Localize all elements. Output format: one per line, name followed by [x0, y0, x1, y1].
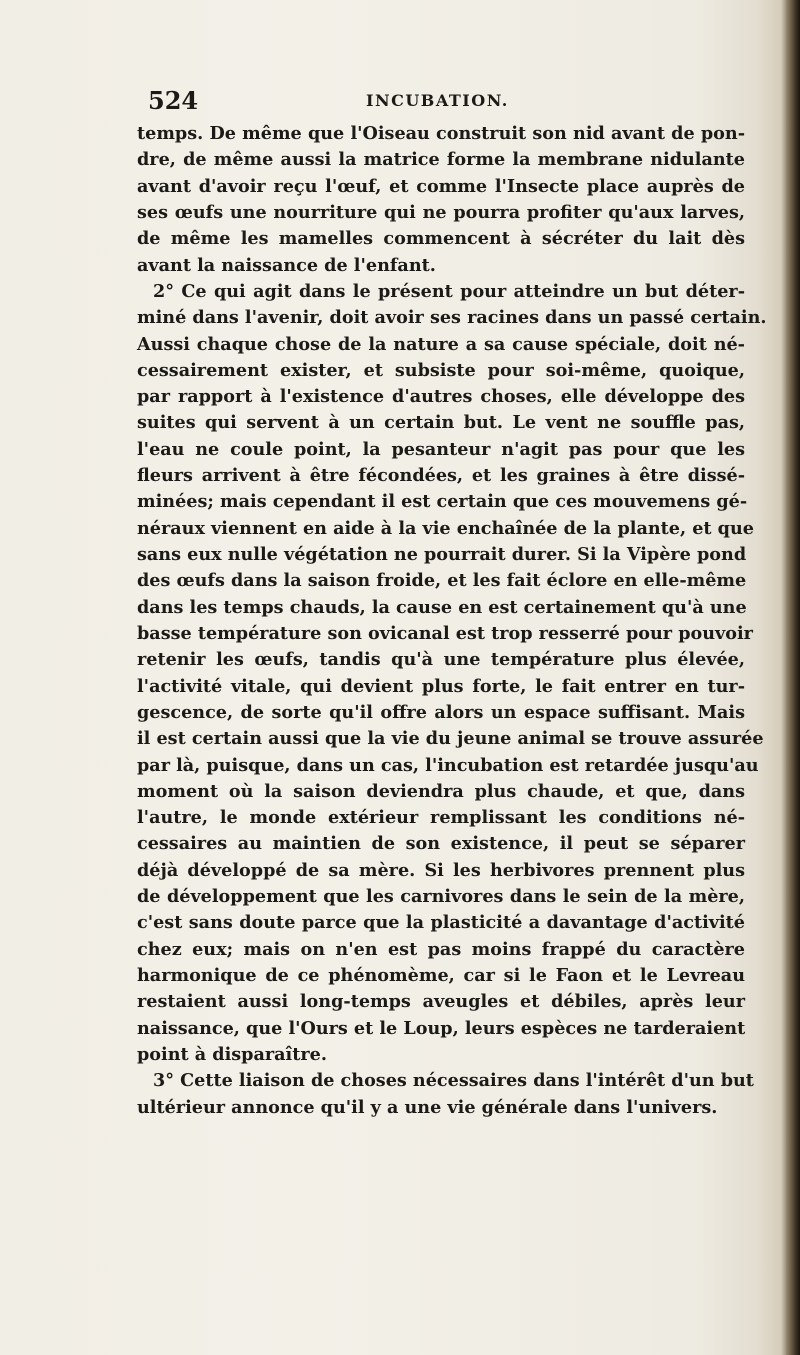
body-text: [137, 121, 767, 1121]
text-line: chez eux; mais on n'en est pas moins frappé du caractère: [137, 938, 745, 960]
text-line: ultérieur annonce qu'il y a une vie générale dans l'univers.: [137, 1096, 718, 1118]
text-line: restaient aussi long-temps aveugles et débiles, après leur: [137, 991, 745, 1013]
text-line: par rapport à l'existence d'autres choses, elle développe des: [137, 386, 745, 408]
text-line: 2° Ce qui agit dans le présent pour atteindre un but déter-: [153, 280, 745, 302]
text-line: de même les mamelles commencent à sécréter du lait dès: [137, 228, 745, 250]
text-line: gescence, de sorte qu'il offre alors un espace suffisant. Mais: [137, 701, 745, 723]
text-line: de développement que les carnivores dans le sein de la mère,: [137, 886, 745, 908]
text-line: il est certain aussi que la vie du jeune animal se trouve assurée: [137, 728, 764, 750]
text-line: basse température son ovicanal est trop resserré pour pouvoir: [137, 622, 753, 644]
text-line: sans eux nulle végétation ne pourrait durer. Si la Vipère pond: [137, 544, 747, 565]
text-line: ses œufs une nourriture qui ne pourra profiter qu'aux larves,: [137, 201, 745, 223]
text-line: point à disparaître.: [137, 1043, 327, 1065]
text-line: retenir les œufs, tandis qu'à une température plus élevée,: [137, 649, 745, 671]
text-line: naissance, que l'Ours et le Loup, leurs espèces ne tarderaient: [137, 1017, 746, 1039]
text-line: néraux viennent en aide à la vie enchaînée de la plante, et que: [137, 517, 754, 539]
text-line: l'autre, le monde extérieur remplissant les conditions né-: [137, 807, 745, 829]
text-line: miné dans l'avenir, doit avoir ses racines dans un passé certain.: [137, 307, 767, 329]
text-line: l'eau ne coule point, la pesanteur n'agit pas pour que les: [137, 438, 745, 460]
text-line: suites qui servent à un certain but. Le vent ne souffle pas,: [137, 412, 745, 434]
text-line: cessairement exister, et subsiste pour soi-même, quoique,: [137, 359, 745, 381]
text-line: déjà développé de sa mère. Si les herbivores prennent plus: [137, 859, 745, 881]
text-line: avant d'avoir reçu l'œuf, et comme l'Insecte place auprès de: [137, 175, 745, 197]
page-number: 524: [148, 86, 199, 115]
text-line: c'est sans doute parce que la plasticité a davantage d'activité: [137, 912, 745, 934]
page-edge: [786, 0, 800, 1355]
text-line: minées; mais cependant il est certain que ces mouvemens gé-: [137, 491, 748, 513]
text-line: dans les temps chauds, la cause en est certainement qu'à une: [137, 596, 747, 618]
text-line: par là, puisque, dans un cas, l'incubation est retardée jusqu'au: [137, 754, 759, 776]
text-line: Aussi chaque chose de la nature a sa cause spéciale, doit né-: [137, 333, 745, 355]
text-line: cessaires au maintien de son existence, il peut se séparer: [137, 833, 745, 855]
text-line: fleurs arrivent à être fécondées, et les graines à être dissé-: [137, 465, 745, 487]
text-line: 3° Cette liaison de choses nécessaires dans l'intérêt d'un but: [153, 1070, 754, 1092]
text-line: moment où la saison deviendra plus chaude, et que, dans: [137, 780, 745, 802]
page-header: [148, 86, 728, 116]
running-title: INCUBATION.: [366, 91, 509, 110]
text-line: dre, de même aussi la matrice forme la membrane nidulante: [137, 149, 745, 171]
text-line: l'activité vitale, qui devient plus forte, le fait entrer en tur-: [137, 675, 745, 697]
text-line: harmonique de ce phénomème, car si le Faon et le Levreau: [137, 965, 745, 986]
text-line: temps. De même que l'Oiseau construit son nid avant de pon-: [137, 123, 745, 144]
text-line: des œufs dans la saison froide, et les fait éclore en elle-même: [137, 570, 747, 592]
text-line: avant la naissance de l'enfant.: [137, 254, 436, 276]
